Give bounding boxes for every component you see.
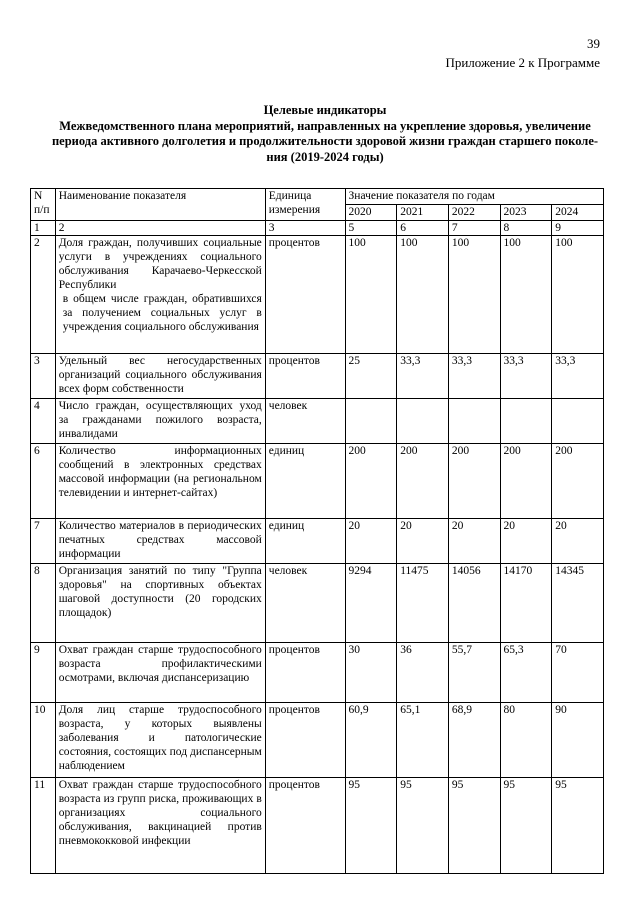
- row-value: [397, 399, 449, 444]
- header-unit: Единица измерения: [265, 189, 345, 221]
- row-value: 70: [552, 643, 604, 703]
- row-value: 95: [448, 778, 500, 874]
- row-value: 68,9: [448, 703, 500, 778]
- row-num: 9: [31, 643, 56, 703]
- row-value: [500, 399, 552, 444]
- row-unit: единиц: [265, 444, 345, 519]
- row-name: Охват граждан старше трудоспособного возраста профилактическими осмотрами, включая диспансеризацию: [55, 643, 265, 703]
- table-row: [31, 519, 604, 564]
- row-name: Доля граждан, получивших социальные услуги в учреждениях социального обслуживания Карачаево-Черкесской Республики: [58, 237, 262, 291]
- header-num: N п/п: [31, 189, 56, 221]
- row-value: 33,3: [397, 354, 449, 399]
- title-line: ния (2019-2024 годы): [266, 149, 384, 164]
- row-name: Количество материалов в периодических печатных средствах массовой информации: [55, 519, 265, 564]
- table-row: [31, 643, 604, 703]
- document-title: [26, 103, 624, 165]
- row-value: [448, 399, 500, 444]
- header-year: 2023: [500, 205, 552, 221]
- table-row: [31, 236, 604, 354]
- row-value: 9294: [345, 564, 397, 643]
- row-value: 20: [345, 519, 397, 564]
- table-row: [31, 778, 604, 874]
- row-value: 20: [448, 519, 500, 564]
- column-number: 2: [55, 221, 265, 236]
- row-value: 33,3: [552, 354, 604, 399]
- table-row: [31, 354, 604, 399]
- header-year: 2021: [397, 205, 449, 221]
- header-year: 2020: [345, 205, 397, 221]
- title-line: Межведомственного плана мероприятий, направленных на укрепление здоровья, увеличение: [59, 118, 591, 133]
- row-name: Организация занятий по типу "Группа здоровья" на спортивных объектах шаговой доступности (20 городских площадок): [55, 564, 265, 643]
- row-num: 7: [31, 519, 56, 564]
- row-value: 14056: [448, 564, 500, 643]
- row-value: 55,7: [448, 643, 500, 703]
- column-number: 9: [552, 221, 604, 236]
- row-value: 36: [397, 643, 449, 703]
- row-num: 8: [31, 564, 56, 643]
- row-value: [345, 399, 397, 444]
- appendix-label: Приложение 2 к Программе: [445, 55, 600, 70]
- row-value: 95: [500, 778, 552, 874]
- row-name: Доля лиц старше трудоспособного возраста, у которых выявлены заболевания и патологические состояния, состоящих под диспансерным наблюдением: [55, 703, 265, 778]
- row-value: 200: [552, 444, 604, 519]
- row-num: 2: [31, 236, 56, 354]
- row-value: 14170: [500, 564, 552, 643]
- row-unit: процентов: [265, 778, 345, 874]
- row-value: 95: [345, 778, 397, 874]
- row-num: 11: [31, 778, 56, 874]
- row-value: [552, 399, 604, 444]
- table-row: [31, 703, 604, 778]
- row-unit: процентов: [265, 236, 345, 354]
- row-num: 4: [31, 399, 56, 444]
- row-value: 65,3: [500, 643, 552, 703]
- row-value: 95: [552, 778, 604, 874]
- row-num: 3: [31, 354, 56, 399]
- table-row: [31, 444, 604, 519]
- row-name: Удельный вес негосударственных организаций социального обслуживания всех форм собственности: [55, 354, 265, 399]
- row-value: 11475: [397, 564, 449, 643]
- row-unit: процентов: [265, 354, 345, 399]
- row-value: 33,3: [448, 354, 500, 399]
- row-num: 6: [31, 444, 56, 519]
- row-value: 200: [500, 444, 552, 519]
- column-number: 1: [31, 221, 56, 236]
- row-value: 30: [345, 643, 397, 703]
- row-num: 10: [31, 703, 56, 778]
- row-value: 200: [345, 444, 397, 519]
- header-year: 2024: [552, 205, 604, 221]
- row-value: 95: [397, 778, 449, 874]
- row-value: 14345: [552, 564, 604, 643]
- row-name-cell: [55, 236, 265, 354]
- row-name: Количество информационных сообщений в электронных средствах массовой информации (на региональном телевидении и интернет-сайтах): [55, 444, 265, 519]
- row-value: 200: [448, 444, 500, 519]
- row-value: 20: [552, 519, 604, 564]
- column-number: 7: [448, 221, 500, 236]
- row-value: 100: [500, 236, 552, 354]
- page-number: 39: [587, 36, 600, 51]
- row-value: 25: [345, 354, 397, 399]
- title-line: Целевые индикаторы: [263, 103, 387, 117]
- column-number: 6: [397, 221, 449, 236]
- row-value: 90: [552, 703, 604, 778]
- row-unit: человек: [265, 564, 345, 643]
- row-value: 200: [397, 444, 449, 519]
- row-value: 20: [397, 519, 449, 564]
- row-value: 33,3: [500, 354, 552, 399]
- row-unit: процентов: [265, 703, 345, 778]
- title-line: периода активного долголетия и продолжительности здоровой жизни граждан старшего поколе-: [51, 134, 599, 148]
- row-value: 60,9: [345, 703, 397, 778]
- row-unit: человек: [265, 399, 345, 444]
- row-value: 100: [345, 236, 397, 354]
- column-number: 8: [500, 221, 552, 236]
- header-year: 2022: [448, 205, 500, 221]
- row-name: Охват граждан старше трудоспособного возраста из групп риска, проживающих в организациях социального обслуживания, вакцинацией против пневмококковой инфекции: [55, 778, 265, 874]
- row-value: 100: [448, 236, 500, 354]
- row-unit: процентов: [265, 643, 345, 703]
- table-row: [31, 399, 604, 444]
- column-numbers-row: [31, 221, 604, 236]
- row-value: 65,1: [397, 703, 449, 778]
- table-header-row: [31, 189, 604, 205]
- header-values: Значение показателя по годам: [345, 189, 603, 205]
- row-unit: единиц: [265, 519, 345, 564]
- column-number: 5: [345, 221, 397, 236]
- indicators-table: [30, 188, 604, 874]
- header-name: Наименование показателя: [55, 189, 265, 221]
- column-number: 3: [265, 221, 345, 236]
- row-name: Число граждан, осуществляющих уход за гражданами пожилого возраста, инвалидами: [55, 399, 265, 444]
- row-value: 100: [552, 236, 604, 354]
- table-row: [31, 564, 604, 643]
- row-value: 100: [397, 236, 449, 354]
- row-value: 80: [500, 703, 552, 778]
- row-value: 20: [500, 519, 552, 564]
- row-name-continued: в общем числе граждан, обратившихся за получением социальных услуг в учреждения социального обслуживания: [62, 293, 262, 333]
